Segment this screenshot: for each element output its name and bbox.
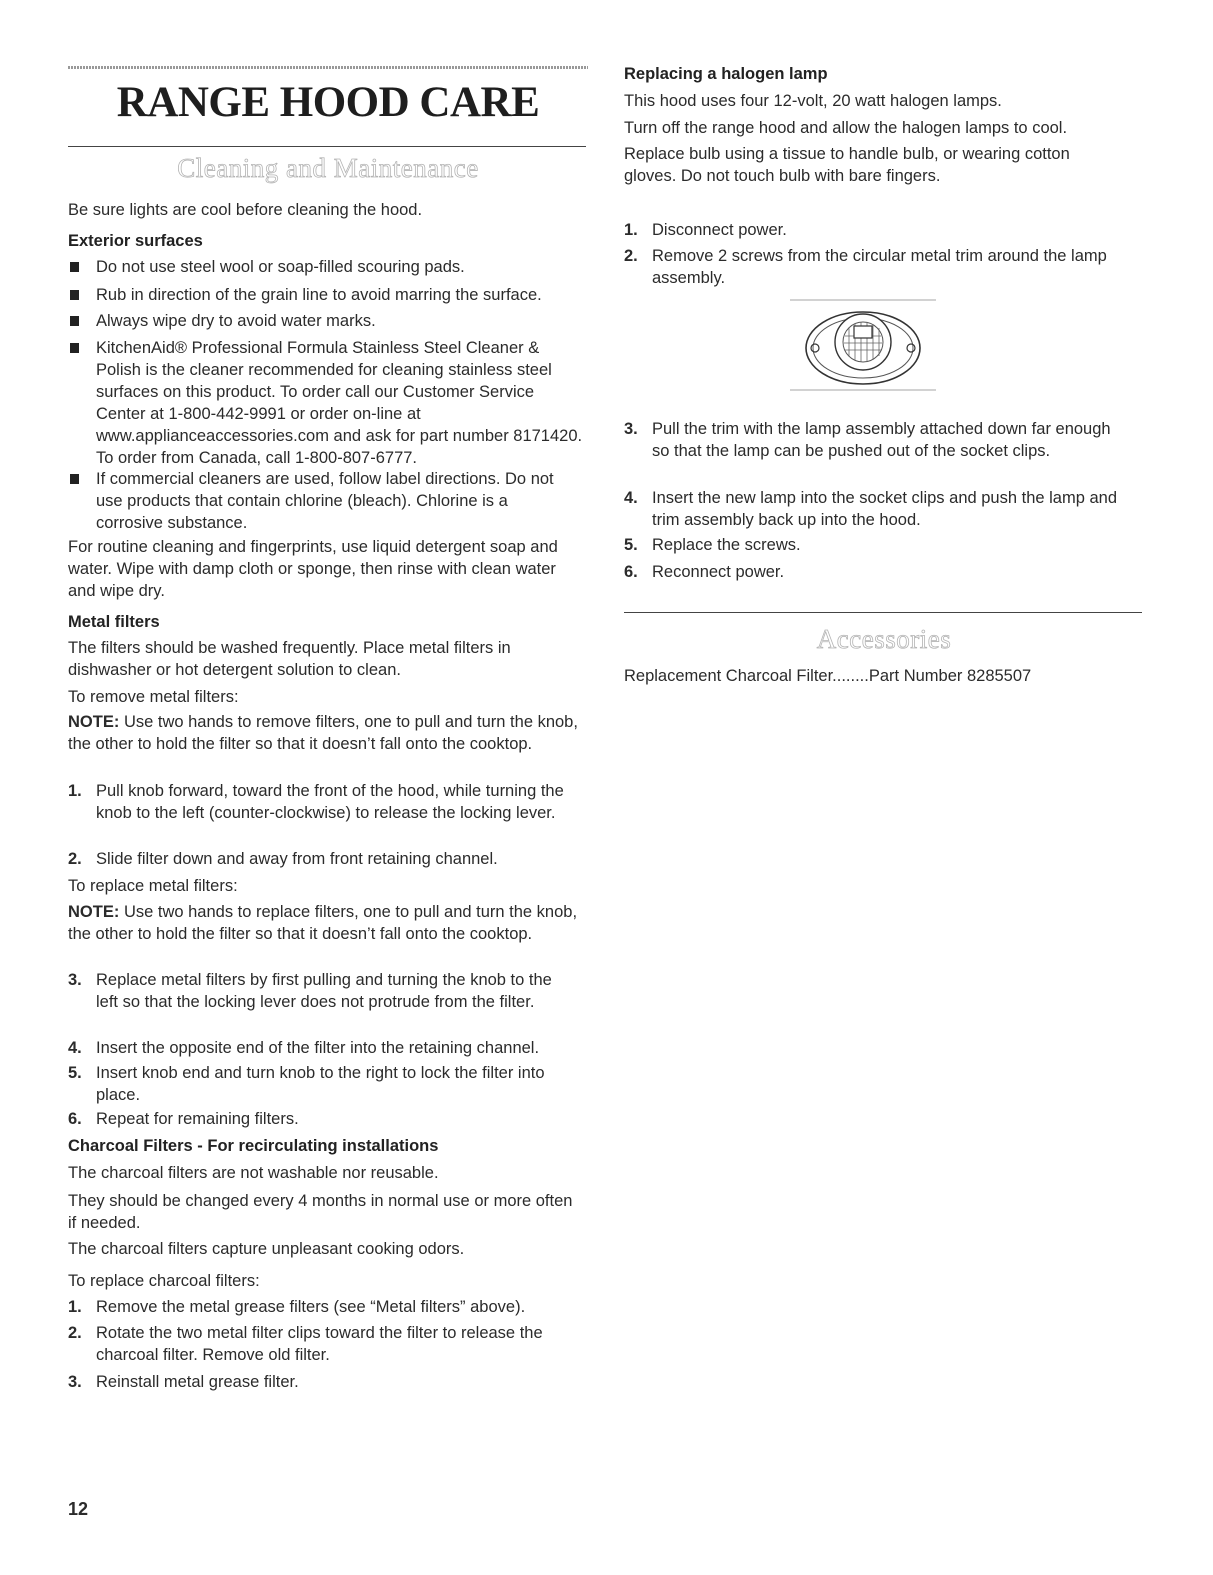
step-number: 1. [624,221,638,239]
accessories-divider [624,612,1142,613]
step-text: Insert the new lamp into the socket clips and push the lamp and trim assembly back up into the hood. [652,489,1118,529]
step-number: 4. [68,1039,82,1057]
metal-filters-intro: The filters should be washed frequently. Place metal filters in dishwasher or hot detergent solution to clean. [68,639,511,679]
step-text: Disconnect power. [652,221,787,239]
charcoal-heading: Charcoal Filters - For recirculating installations [68,1137,439,1155]
step-text: Remove the metal grease filters (see “Metal filters” above). [96,1298,526,1316]
halogen-text: Turn off the range hood and allow the halogen lamps to cool. [624,119,1068,137]
step-number: 2. [624,247,638,265]
note-label: NOTE: [68,903,120,921]
step-number: 6. [68,1110,82,1128]
step-number: 3. [68,1373,82,1391]
replace-intro: To replace metal filters: [68,877,238,895]
step-text: Insert knob end and turn knob to the right to lock the filter into place. [96,1064,545,1104]
list-item: Always wipe dry to avoid water marks. [96,312,376,330]
step-number: 4. [624,489,638,507]
bullet-icon [70,316,79,326]
charcoal-text: They should be changed every 4 months in normal use or more often if needed. [68,1192,573,1232]
halogen-text: Replace bulb using a tissue to handle bulb, or wearing cotton gloves. Do not touch bulb with bare fingers. [624,145,1070,185]
intro-text: Be sure lights are cool before cleaning the hood. [68,201,423,219]
step-text: Replace the screws. [652,536,801,554]
title-divider [68,146,586,147]
remove-intro: To remove metal filters: [68,688,239,706]
note-text: Use two hands to replace filters, one to pull and turn the knob, the other to hold the filter so that it doesn’t fall onto the cooktop. [68,903,578,943]
note-replace [68,901,583,945]
step-number: 1. [68,1298,82,1316]
step-number: 2. [68,850,82,868]
step-text: Insert the opposite end of the filter into the retaining channel. [96,1039,540,1057]
step-number: 6. [624,563,638,581]
step-text: Reinstall metal grease filter. [96,1373,299,1391]
charcoal-text: The charcoal filters are not washable nor reusable. [68,1164,439,1182]
step-text: Slide filter down and away from front retaining channel. [96,850,498,868]
page-number: 12 [68,1499,89,1519]
step-number: 3. [68,971,82,989]
note-remove [68,711,583,755]
exterior-heading: Exterior surfaces [68,232,203,250]
step-text: Replace metal filters by first pulling and turning the knob to the left so that the locking lever does not protrude from the filter. [96,971,552,1011]
step-text: Rotate the two metal filter clips toward the filter to release the charcoal filter. Remove old filter. [96,1324,543,1364]
charcoal-text: The charcoal filters capture unpleasant cooking odors. [68,1240,465,1258]
note-label: NOTE: [68,713,120,731]
lamp-assembly-illustration [790,298,936,392]
list-item: KitchenAid® Professional Formula Stainless Steel Cleaner & Polish is the cleaner recommended for cleaning stainless steel surfaces on this product. To order call our Customer Service Center at 1-800-442-9991 or order on-line at www.applianceaccessories.com and ask for part number 8171420. To order from Canada, call 1-800-807-6777. [96,339,583,467]
list-item: If commercial cleaners are used, follow label directions. Do not use products that contain chlorine (bleach). Chlorine is a corrosive substance. [96,470,554,532]
bullet-icon [70,290,79,300]
halogen-text: This hood uses four 12-volt, 20 watt halogen lamps. [624,92,1002,110]
step-number: 3. [624,420,638,438]
step-number: 2. [68,1324,82,1342]
list-item: Do not use steel wool or soap-filled scouring pads. [96,258,465,276]
page-title: RANGE HOOD CARE [116,79,540,126]
step-text: Remove 2 screws from the circular metal trim around the lamp assembly. [652,247,1107,287]
top-dotted-rule [68,66,588,69]
halogen-heading: Replacing a halogen lamp [624,65,828,83]
routine-cleaning-text: For routine cleaning and fingerprints, use liquid detergent soap and water. Wipe with damp cloth or sponge, then rinse with clean water and wipe dry. [68,538,558,600]
step-text: Reconnect power. [652,563,785,581]
accessory-item: Replacement Charcoal Filter........Part Number 8285507 [624,667,1032,685]
step-text: Pull the trim with the lamp assembly attached down far enough so that the lamp can be pushed out of the socket clips. [652,420,1111,460]
bullet-icon [70,474,79,484]
charcoal-intro: To replace charcoal filters: [68,1272,260,1290]
section-title-cleaning: Cleaning and Maintenance [177,153,479,183]
metal-filters-heading: Metal filters [68,613,160,631]
step-number: 1. [68,782,82,800]
step-number: 5. [624,536,638,554]
step-text: Repeat for remaining filters. [96,1110,299,1128]
list-item: Rub in direction of the grain line to avoid marring the surface. [96,286,542,304]
section-title-accessories: Accessories [816,624,952,654]
bullet-icon [70,343,79,353]
bullet-icon [70,262,79,272]
step-text: Pull knob forward, toward the front of the hood, while turning the knob to the left (counter-clockwise) to release the locking lever. [96,782,564,822]
note-text: Use two hands to remove filters, one to pull and turn the knob, the other to hold the filter so that it doesn’t fall onto the cooktop. [68,713,578,753]
step-number: 5. [68,1064,82,1082]
